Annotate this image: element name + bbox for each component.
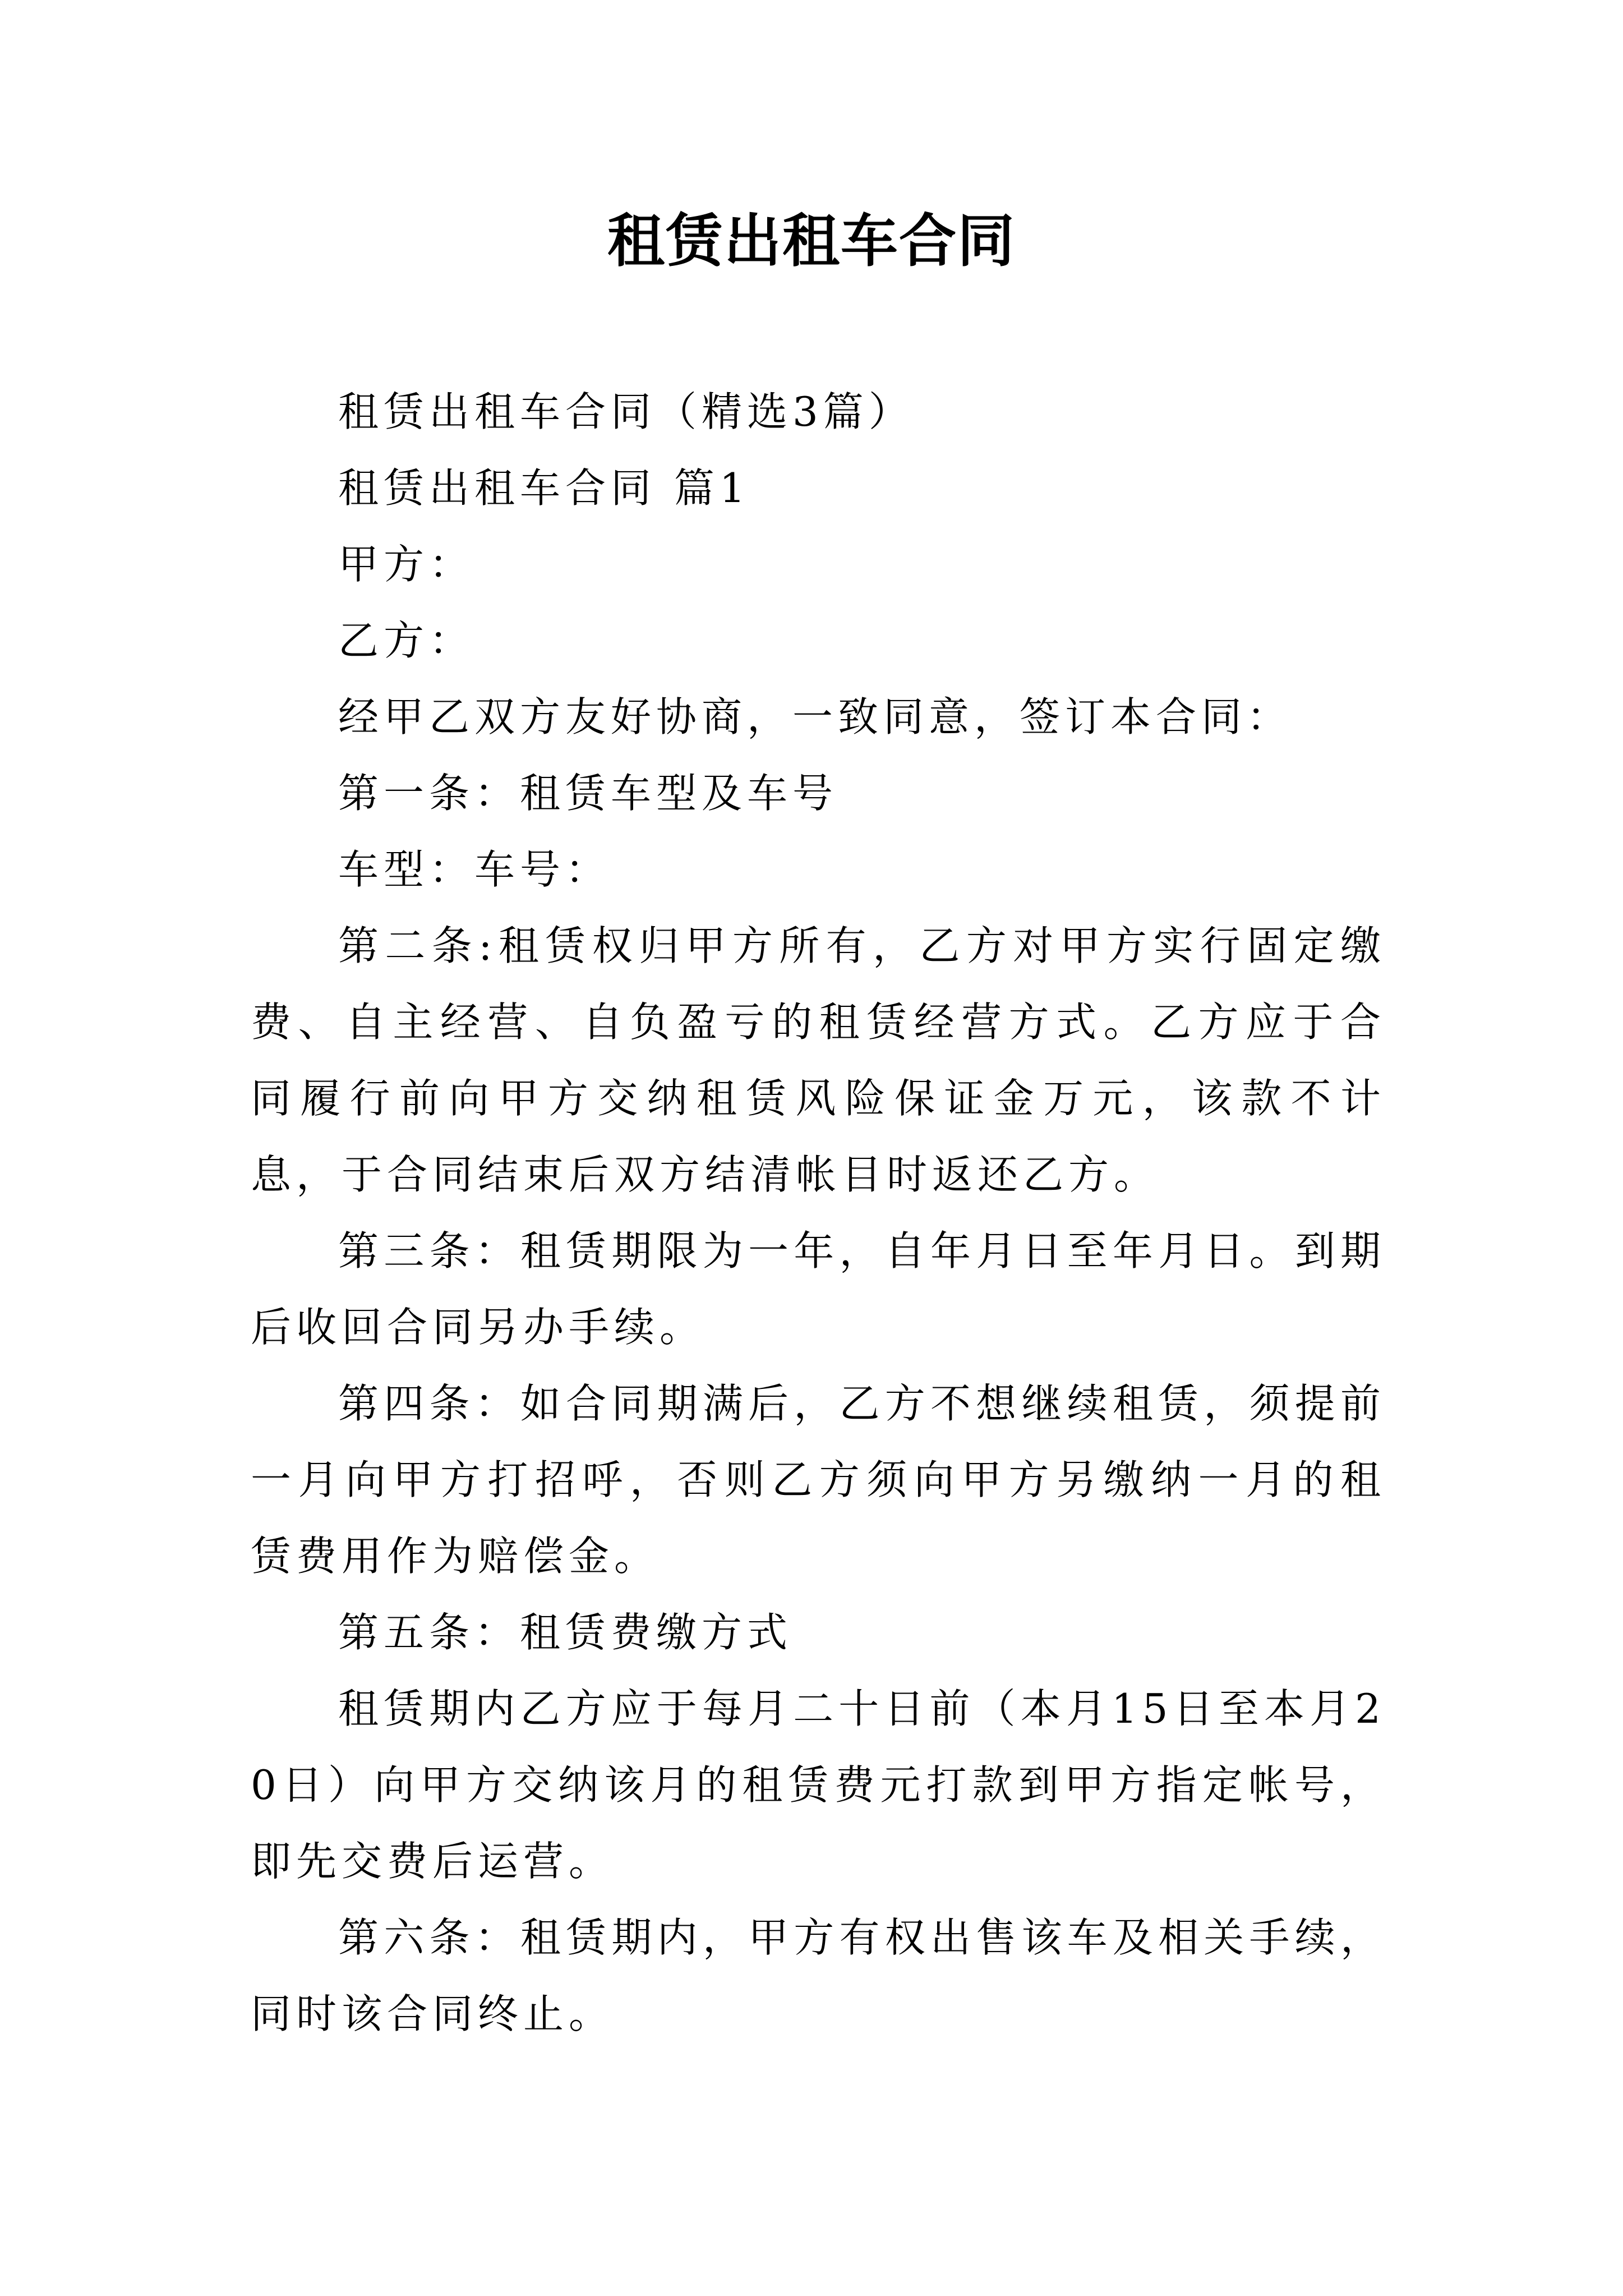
paragraph-article-1: 第一条：租赁车型及车号: [338, 770, 838, 817]
document-body: [251, 374, 1386, 2052]
paragraph-party-a: 甲方：: [338, 541, 475, 588]
paragraph-section-heading: 租赁出租车合同 篇1: [338, 464, 750, 512]
paragraph-article-2: 第二条:租赁权归甲方所有，乙方对甲方实行固定缴费、自主经营、自负盈亏的租赁经营方式。乙方应于合同履行前向甲方交纳租赁风险保证金万元，该款不计息，于合同结束后双方结清帐目时返还乙方。: [251, 922, 1386, 1198]
paragraph-article-6: 第六条：租赁期内，甲方有权出售该车及相关手续，同时该合同终止。: [251, 1914, 1386, 2037]
paragraph-subtitle: 租赁出租车合同（精选3篇）: [338, 388, 914, 435]
paragraph-party-b: 乙方：: [338, 617, 475, 664]
document-title: 租赁出租车合同: [607, 208, 1016, 275]
paragraph-article-4: 第四条：如合同期满后，乙方不想继续租赁，须提前一月向甲方打招呼，否则乙方须向甲方另缴纳一月的租赁费用作为赔偿金。: [251, 1380, 1386, 1580]
paragraph-vehicle-info: 车型：车号：: [338, 846, 611, 893]
paragraph-article-3: 第三条：租赁期限为一年，自年月日至年月日。到期后收回合同另办手续。: [251, 1227, 1386, 1351]
paragraph-payment-terms: 租赁期内乙方应于每月二十日前（本月15日至本月20日）向甲方交纳该月的租赁费元打款到甲方指定帐号，即先交费后运营。: [251, 1685, 1386, 1885]
paragraph-article-5: 第五条：租赁费缴方式: [338, 1609, 793, 1656]
paragraph-agreement-intro: 经甲乙双方友好协商，一致同意，签订本合同：: [338, 693, 1293, 740]
